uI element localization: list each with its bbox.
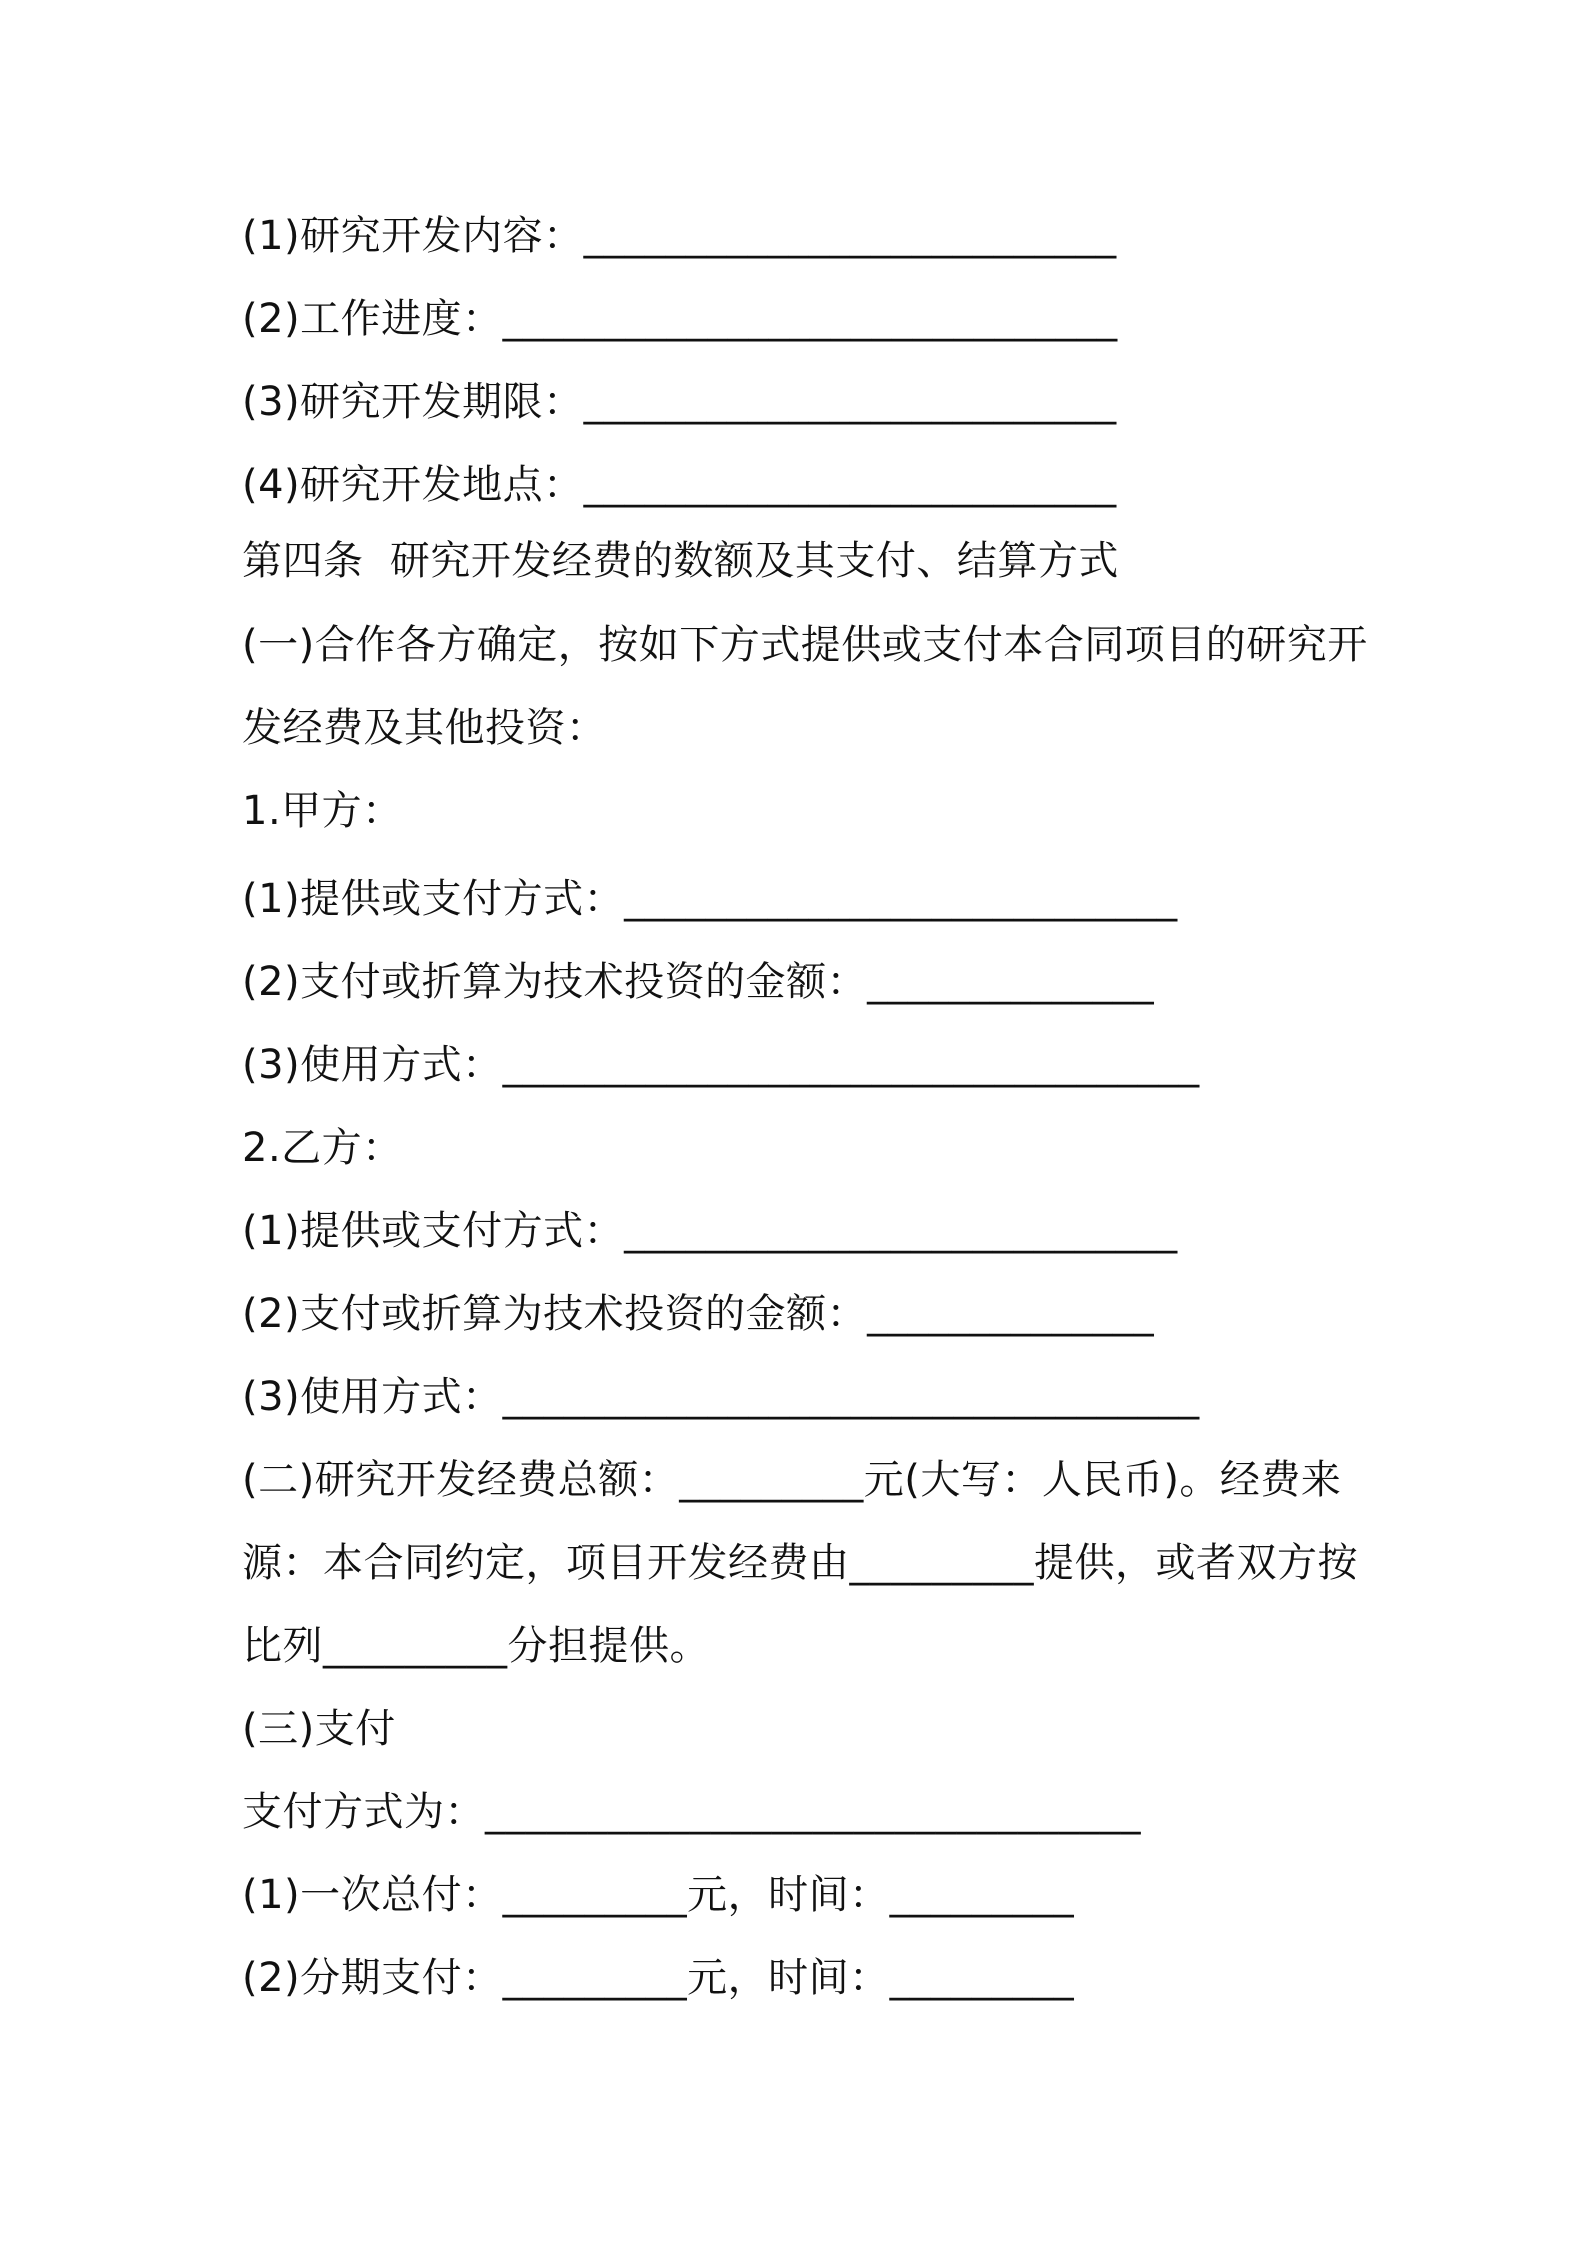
party-a-item-3-usage-method: (3)使用方式：__________________________________ bbox=[242, 1042, 1200, 1088]
section-3-heading: (三)支付 bbox=[242, 1706, 396, 1752]
section-2-paragraph-line-1: (二)研究开发经费总额：_________元(大写：人民币)。经费来 bbox=[242, 1457, 1342, 1503]
clause-4-heading: 第四条 研究开发经费的数额及其支付、结算方式 bbox=[242, 538, 1119, 584]
payment-item-2-installments: (2)分期支付：_________元，时间：_________ bbox=[242, 1955, 1075, 2001]
clause-3-item-2-work-progress: (2)工作进度：______________________________ bbox=[242, 296, 1118, 342]
section-1-paragraph-line-1: (一)合作各方确定，按如下方式提供或支付本合同项目的研究开 bbox=[242, 622, 1368, 668]
party-b-heading: 2.乙方： bbox=[242, 1125, 403, 1171]
party-b-item-3-usage-method: (3)使用方式：__________________________________ bbox=[242, 1374, 1200, 1420]
clause-3-item-3-rd-period: (3)研究开发期限：__________________________ bbox=[242, 379, 1117, 425]
party-a-heading: 1.甲方： bbox=[242, 788, 403, 834]
section-2-paragraph-line-2: 源：本合同约定，项目开发经费由_________提供，或者双方按 bbox=[242, 1540, 1358, 1586]
clause-3-item-4-rd-location: (4)研究开发地点：__________________________ bbox=[242, 462, 1117, 508]
party-b-item-2-amount: (2)支付或折算为技术投资的金额：______________ bbox=[242, 1291, 1155, 1337]
section-2-paragraph-line-3: 比列_________分担提供。 bbox=[242, 1623, 710, 1669]
clause-3-item-1-rd-content: (1)研究开发内容：__________________________ bbox=[242, 213, 1117, 259]
payment-method-line: 支付方式为：________________________________ bbox=[242, 1789, 1141, 1835]
party-a-item-2-amount: (2)支付或折算为技术投资的金额：______________ bbox=[242, 959, 1155, 1005]
payment-item-1-lump-sum: (1)一次总付：_________元，时间：_________ bbox=[242, 1872, 1075, 1918]
party-a-item-1-provision-method: (1)提供或支付方式：___________________________ bbox=[242, 876, 1178, 922]
section-1-paragraph-line-2: 发经费及其他投资： bbox=[242, 705, 607, 751]
party-b-item-1-provision-method: (1)提供或支付方式：___________________________ bbox=[242, 1208, 1178, 1254]
